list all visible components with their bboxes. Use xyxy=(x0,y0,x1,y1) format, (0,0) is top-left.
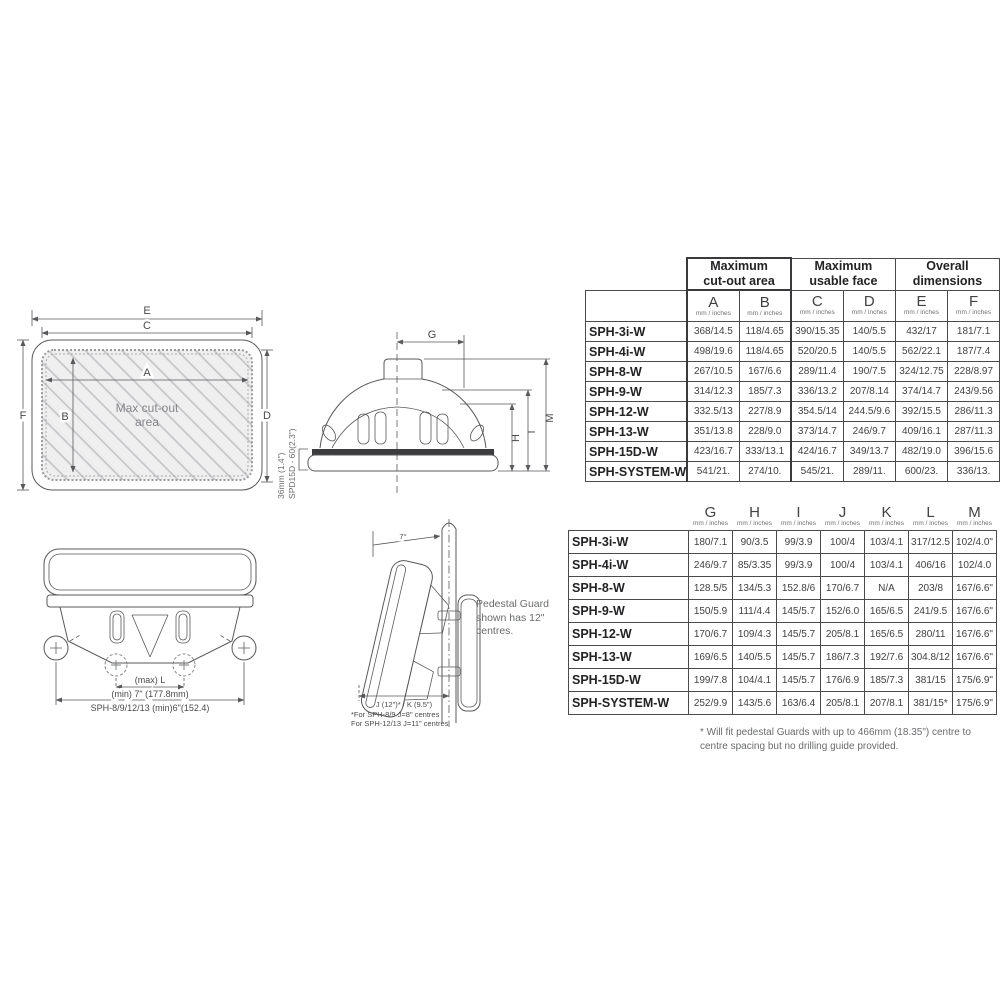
dimension-value: 424/16.7 xyxy=(791,442,843,462)
dimension-value: 170/6.7 xyxy=(689,623,733,646)
dimension-value: 289/11. xyxy=(843,462,895,482)
cutout-area-diagram xyxy=(15,300,300,505)
dimension-value: 545/21. xyxy=(791,462,843,482)
column-header xyxy=(948,290,1000,322)
group-header-line: Maximum xyxy=(710,259,768,273)
dimensions-table-g-m xyxy=(568,503,997,715)
dimension-value: 203/8 xyxy=(909,577,953,600)
area-label-line1: Max cut-out xyxy=(115,401,179,415)
column-letter: F xyxy=(968,293,979,311)
dim-label-f: F xyxy=(19,410,27,422)
dimension-value: 562/22.1 xyxy=(895,342,947,362)
dimension-value: 103/4.1 xyxy=(865,531,909,554)
unit-label: mm / inches xyxy=(780,520,817,528)
dimension-value: 227/8.9 xyxy=(739,402,791,422)
table-row xyxy=(569,623,997,646)
column-letter: L xyxy=(926,504,935,522)
table-row xyxy=(586,322,1000,342)
dimension-value: 145/5.7 xyxy=(777,600,821,623)
column-header xyxy=(821,503,865,531)
pedestal-guard-footnote: * Will fit pedestal Guards with up to 466mm (18.35") centre to centre spacing but no drilling guide provided. xyxy=(700,727,971,752)
dimension-value: 134/5.3 xyxy=(733,577,777,600)
dimension-value: 163/6.4 xyxy=(777,692,821,715)
inner-arch xyxy=(332,407,464,448)
dimension-value: 373/14.7 xyxy=(791,422,843,442)
table-row xyxy=(569,646,997,669)
mount-body xyxy=(60,607,240,663)
dimension-value: 228/9.0 xyxy=(739,422,791,442)
group-header-cutout xyxy=(687,258,791,290)
dimension-value: 175/6.9" xyxy=(953,669,997,692)
dimension-value: 381/15* xyxy=(909,692,953,715)
dimension-value: 423/16.7 xyxy=(687,442,739,462)
dimension-value: 354.5/14 xyxy=(791,402,843,422)
column-letter: K xyxy=(881,504,892,522)
column-letter: M xyxy=(968,504,981,522)
dim-label-g: G xyxy=(427,329,437,341)
blank-cell xyxy=(569,503,689,531)
front-view-diagram xyxy=(18,545,283,713)
column-header xyxy=(895,290,947,322)
dimension-value: 520/20.5 xyxy=(791,342,843,362)
column-letter: J xyxy=(838,504,847,522)
table-row xyxy=(569,531,997,554)
dimension-value: 390/15.35 xyxy=(791,322,843,342)
dimension-value: 304.8/12 xyxy=(909,646,953,669)
dimension-value: 143/5.6 xyxy=(733,692,777,715)
model-label: SPH-SYSTEM-W xyxy=(586,462,688,482)
unit-label: mm / inches xyxy=(747,309,783,317)
dimension-value: 118/4.65 xyxy=(739,342,791,362)
dimension-value: 167/6.6 xyxy=(739,362,791,382)
dimension-value: 396/15.6 xyxy=(948,442,1000,462)
dimension-value: 246/9.7 xyxy=(843,422,895,442)
dimension-value: 336/13. xyxy=(948,462,1000,482)
dimension-value: 333/13.1 xyxy=(739,442,791,462)
dimension-value: 170/6.7 xyxy=(821,577,865,600)
dim-label-a: A xyxy=(143,367,151,379)
column-letter: A xyxy=(708,293,719,311)
dim-label-b: B xyxy=(61,411,69,423)
dimension-value: 165/6.5 xyxy=(865,600,909,623)
dimension-value: 180/7.1 xyxy=(689,531,733,554)
dimension-value: 205/8.1 xyxy=(821,623,865,646)
model-label: SPH-4i-W xyxy=(569,554,689,577)
model-label: SPH-13-W xyxy=(569,646,689,669)
dimension-value: 145/5.7 xyxy=(777,669,821,692)
column-header xyxy=(909,503,953,531)
model-label: SPH-4i-W xyxy=(586,342,688,362)
column-header xyxy=(791,290,843,322)
dimension-value: 498/19.6 xyxy=(687,342,739,362)
depth-note-line1: 36mm (1.4") xyxy=(276,452,287,499)
dimension-value: 128.5/5 xyxy=(689,577,733,600)
group-header-line: Overall xyxy=(926,259,969,273)
dimension-value: 541/21. xyxy=(687,462,739,482)
column-header xyxy=(953,503,997,531)
dimension-value: 482/19.0 xyxy=(895,442,947,462)
dimension-value: 140/5.5 xyxy=(843,342,895,362)
side-profile-diagram xyxy=(292,328,592,500)
table-row xyxy=(586,362,1000,382)
dimension-value: 165/6.5 xyxy=(865,623,909,646)
column-letter: C xyxy=(811,293,823,311)
dimension-value: 150/5.9 xyxy=(689,600,733,623)
dimension-value: 187/7.4 xyxy=(948,342,1000,362)
dimension-value: 600/23. xyxy=(895,462,947,482)
unit-label: mm / inches xyxy=(956,309,992,317)
group-header-line: Maximum xyxy=(814,259,873,273)
dimension-value: 169/6.5 xyxy=(689,646,733,669)
dimension-value: 332.5/13 xyxy=(687,402,739,422)
group-header-line: dimensions xyxy=(912,274,983,288)
unit-label: mm / inches xyxy=(912,520,949,528)
dimension-value: 140/5.5 xyxy=(843,322,895,342)
dimension-value: 152/6.0 xyxy=(821,600,865,623)
dimension-value: 244.5/9.6 xyxy=(843,402,895,422)
table-row xyxy=(586,442,1000,462)
column-letter: E xyxy=(916,293,927,311)
dimension-value: N/A xyxy=(865,577,909,600)
model-label: SPH-8-W xyxy=(586,362,688,382)
dimension-value: 381/15 xyxy=(909,669,953,692)
dimension-value: 102/4.0" xyxy=(953,531,997,554)
dimension-value: 167/6.6" xyxy=(953,600,997,623)
model-label: SPH-SYSTEM-W xyxy=(569,692,689,715)
dimension-value: 185/7.3 xyxy=(865,669,909,692)
group-header-row xyxy=(586,258,1000,290)
model-label: SPH-15D-W xyxy=(586,442,688,462)
blank-cell xyxy=(586,290,688,322)
dimension-value: 314/12.3 xyxy=(687,382,739,402)
dimension-value: 100/4 xyxy=(821,554,865,577)
table-row xyxy=(569,692,997,715)
dimension-value: 185/7.3 xyxy=(739,382,791,402)
column-letter: H xyxy=(749,504,760,522)
table-row xyxy=(586,382,1000,402)
dimension-value: 252/9.9 xyxy=(689,692,733,715)
unit-label: mm / inches xyxy=(736,520,773,528)
dimension-value: 274/10. xyxy=(739,462,791,482)
dim-label-i: I xyxy=(526,430,538,434)
model-label: SPH-15D-W xyxy=(569,669,689,692)
unit-label: mm / inches xyxy=(695,309,731,317)
dimension-value: 351/13.8 xyxy=(687,422,739,442)
dimension-value: 99/3.9 xyxy=(777,554,821,577)
dimension-value: 280/11 xyxy=(909,623,953,646)
dimension-value: 243/9.56 xyxy=(948,382,1000,402)
column-letter: D xyxy=(863,293,875,311)
dimension-value: 324/12.75 xyxy=(895,362,947,382)
dimension-value: 85/3.35 xyxy=(733,554,777,577)
column-header xyxy=(777,503,821,531)
pedestal-footnote-1: *For SPH-8/9 J=8" centres xyxy=(351,710,440,719)
dimension-value: 392/15.5 xyxy=(895,402,947,422)
dim-label-d: D xyxy=(263,410,271,422)
column-header xyxy=(865,503,909,531)
dimension-value: 99/3.9 xyxy=(777,531,821,554)
pedestal-note: Pedestal Guard shown has 12" centres. xyxy=(476,598,549,638)
dimension-value: 104/4.1 xyxy=(733,669,777,692)
dimension-value: 199/7.8 xyxy=(689,669,733,692)
table-row xyxy=(586,422,1000,442)
dimension-value: 118/4.65 xyxy=(739,322,791,342)
dimension-value: 90/3.5 xyxy=(733,531,777,554)
dimension-value: 374/14.7 xyxy=(895,382,947,402)
dim-label-e: E xyxy=(143,305,151,317)
column-header xyxy=(687,290,739,322)
dimension-value: 289/11.4 xyxy=(791,362,843,382)
dimension-value: 207/8.1 xyxy=(865,692,909,715)
dimension-value: 406/16 xyxy=(909,554,953,577)
group-header-overall xyxy=(895,258,999,290)
table-row xyxy=(569,554,997,577)
dimension-value: 228/8.97 xyxy=(948,362,1000,382)
sun-cover-outline xyxy=(320,359,486,448)
dimension-value: 190/7.5 xyxy=(843,362,895,382)
column-header xyxy=(739,290,791,322)
dimension-value: 317/12.5 xyxy=(909,531,953,554)
dimension-value: 145/5.7 xyxy=(777,646,821,669)
dimension-value: 207/8.14 xyxy=(843,382,895,402)
depth-bracket xyxy=(299,449,308,470)
column-header-row xyxy=(586,290,1000,322)
table-row xyxy=(586,402,1000,422)
cover-band xyxy=(47,595,253,607)
column-header xyxy=(689,503,733,531)
table-row xyxy=(586,462,1000,482)
column-header xyxy=(733,503,777,531)
dimension-value: 409/16.1 xyxy=(895,422,947,442)
column-header-row xyxy=(569,503,997,531)
depth-note-line2: SPD15D - 60(2.3") xyxy=(287,428,298,499)
unit-label: mm / inches xyxy=(956,520,993,528)
unit-label: mm / inches xyxy=(824,520,861,528)
dim-label-m: M xyxy=(544,413,556,423)
table-row xyxy=(569,577,997,600)
dimension-value: 287/11.3 xyxy=(948,422,1000,442)
dimension-value: 186/7.3 xyxy=(821,646,865,669)
unit-label: mm / inches xyxy=(799,309,835,317)
dim-label-c: C xyxy=(143,320,151,332)
dimension-value: 176/6.9 xyxy=(821,669,865,692)
dimension-value: 152.8/6 xyxy=(777,577,821,600)
cover-outer xyxy=(44,549,256,595)
dimension-value: 175/6.9" xyxy=(953,692,997,715)
dim-jk: J (12")* / K (9.5") xyxy=(375,700,433,709)
column-letter: I xyxy=(796,504,801,522)
dimension-value: 267/10.5 xyxy=(687,362,739,382)
dimensions-table-a-f xyxy=(585,257,1000,482)
table-row xyxy=(586,342,1000,362)
dimension-value: 100/4 xyxy=(821,531,865,554)
base-gasket xyxy=(312,449,494,455)
dimension-value: 336/13.2 xyxy=(791,382,843,402)
table-row xyxy=(569,669,997,692)
dimension-value: 349/13.7 xyxy=(843,442,895,462)
model-label: SPH-12-W xyxy=(569,623,689,646)
table-row xyxy=(569,600,997,623)
dimension-value: 145/5.7 xyxy=(777,623,821,646)
blank-cell xyxy=(586,258,688,290)
unit-label: mm / inches xyxy=(868,520,905,528)
column-letter: B xyxy=(759,293,770,311)
dim-label-h: H xyxy=(510,434,522,442)
base-tray xyxy=(308,455,498,471)
dim-min-mm: SPH-8/9/12/13 (min)6"(152.4) xyxy=(90,703,210,713)
column-letter: G xyxy=(704,504,717,522)
dimension-value: 167/6.6" xyxy=(953,577,997,600)
model-label: SPH-8-W xyxy=(569,577,689,600)
column-header xyxy=(843,290,895,322)
group-header-usable-face xyxy=(791,258,895,290)
dimension-value: 102/4.0 xyxy=(953,554,997,577)
dimension-value: 140/5.5 xyxy=(733,646,777,669)
model-label: SPH-12-W xyxy=(586,402,688,422)
dimension-value: 368/14.5 xyxy=(687,322,739,342)
dimension-value: 181/7.1 xyxy=(948,322,1000,342)
dim-max-l: (max) L xyxy=(134,675,166,685)
dimension-value: 241/9.5 xyxy=(909,600,953,623)
unit-label: mm / inches xyxy=(903,309,940,317)
model-label: SPH-3i-W xyxy=(586,322,688,342)
dim-angle: 7° xyxy=(399,532,407,541)
dimension-value: 109/4.3 xyxy=(733,623,777,646)
area-label-line2: area xyxy=(134,415,160,429)
dimension-value: 167/6.6" xyxy=(953,623,997,646)
dimension-value: 246/9.7 xyxy=(689,554,733,577)
dim-min-inches: (min) 7" (177.8mm) xyxy=(111,689,189,699)
dimension-value: 432/17 xyxy=(895,322,947,342)
model-label: SPH-9-W xyxy=(569,600,689,623)
model-label: SPH-9-W xyxy=(586,382,688,402)
pedestal-footnote-2: For SPH-12/13 J=11" centres xyxy=(351,719,449,728)
dimension-value: 286/11.3 xyxy=(948,402,1000,422)
dimension-value: 167/6.6" xyxy=(953,646,997,669)
dimension-value: 111/4.4 xyxy=(733,600,777,623)
dimension-value: 192/7.6 xyxy=(865,646,909,669)
group-header-line: usable face xyxy=(809,274,878,288)
dimension-value: 205/8.1 xyxy=(821,692,865,715)
model-label: SPH-3i-W xyxy=(569,531,689,554)
unit-label: mm / inches xyxy=(851,309,887,317)
group-header-line: cut-out area xyxy=(703,274,775,288)
dimension-value: 103/4.1 xyxy=(865,554,909,577)
unit-label: mm / inches xyxy=(692,520,729,528)
model-label: SPH-13-W xyxy=(586,422,688,442)
